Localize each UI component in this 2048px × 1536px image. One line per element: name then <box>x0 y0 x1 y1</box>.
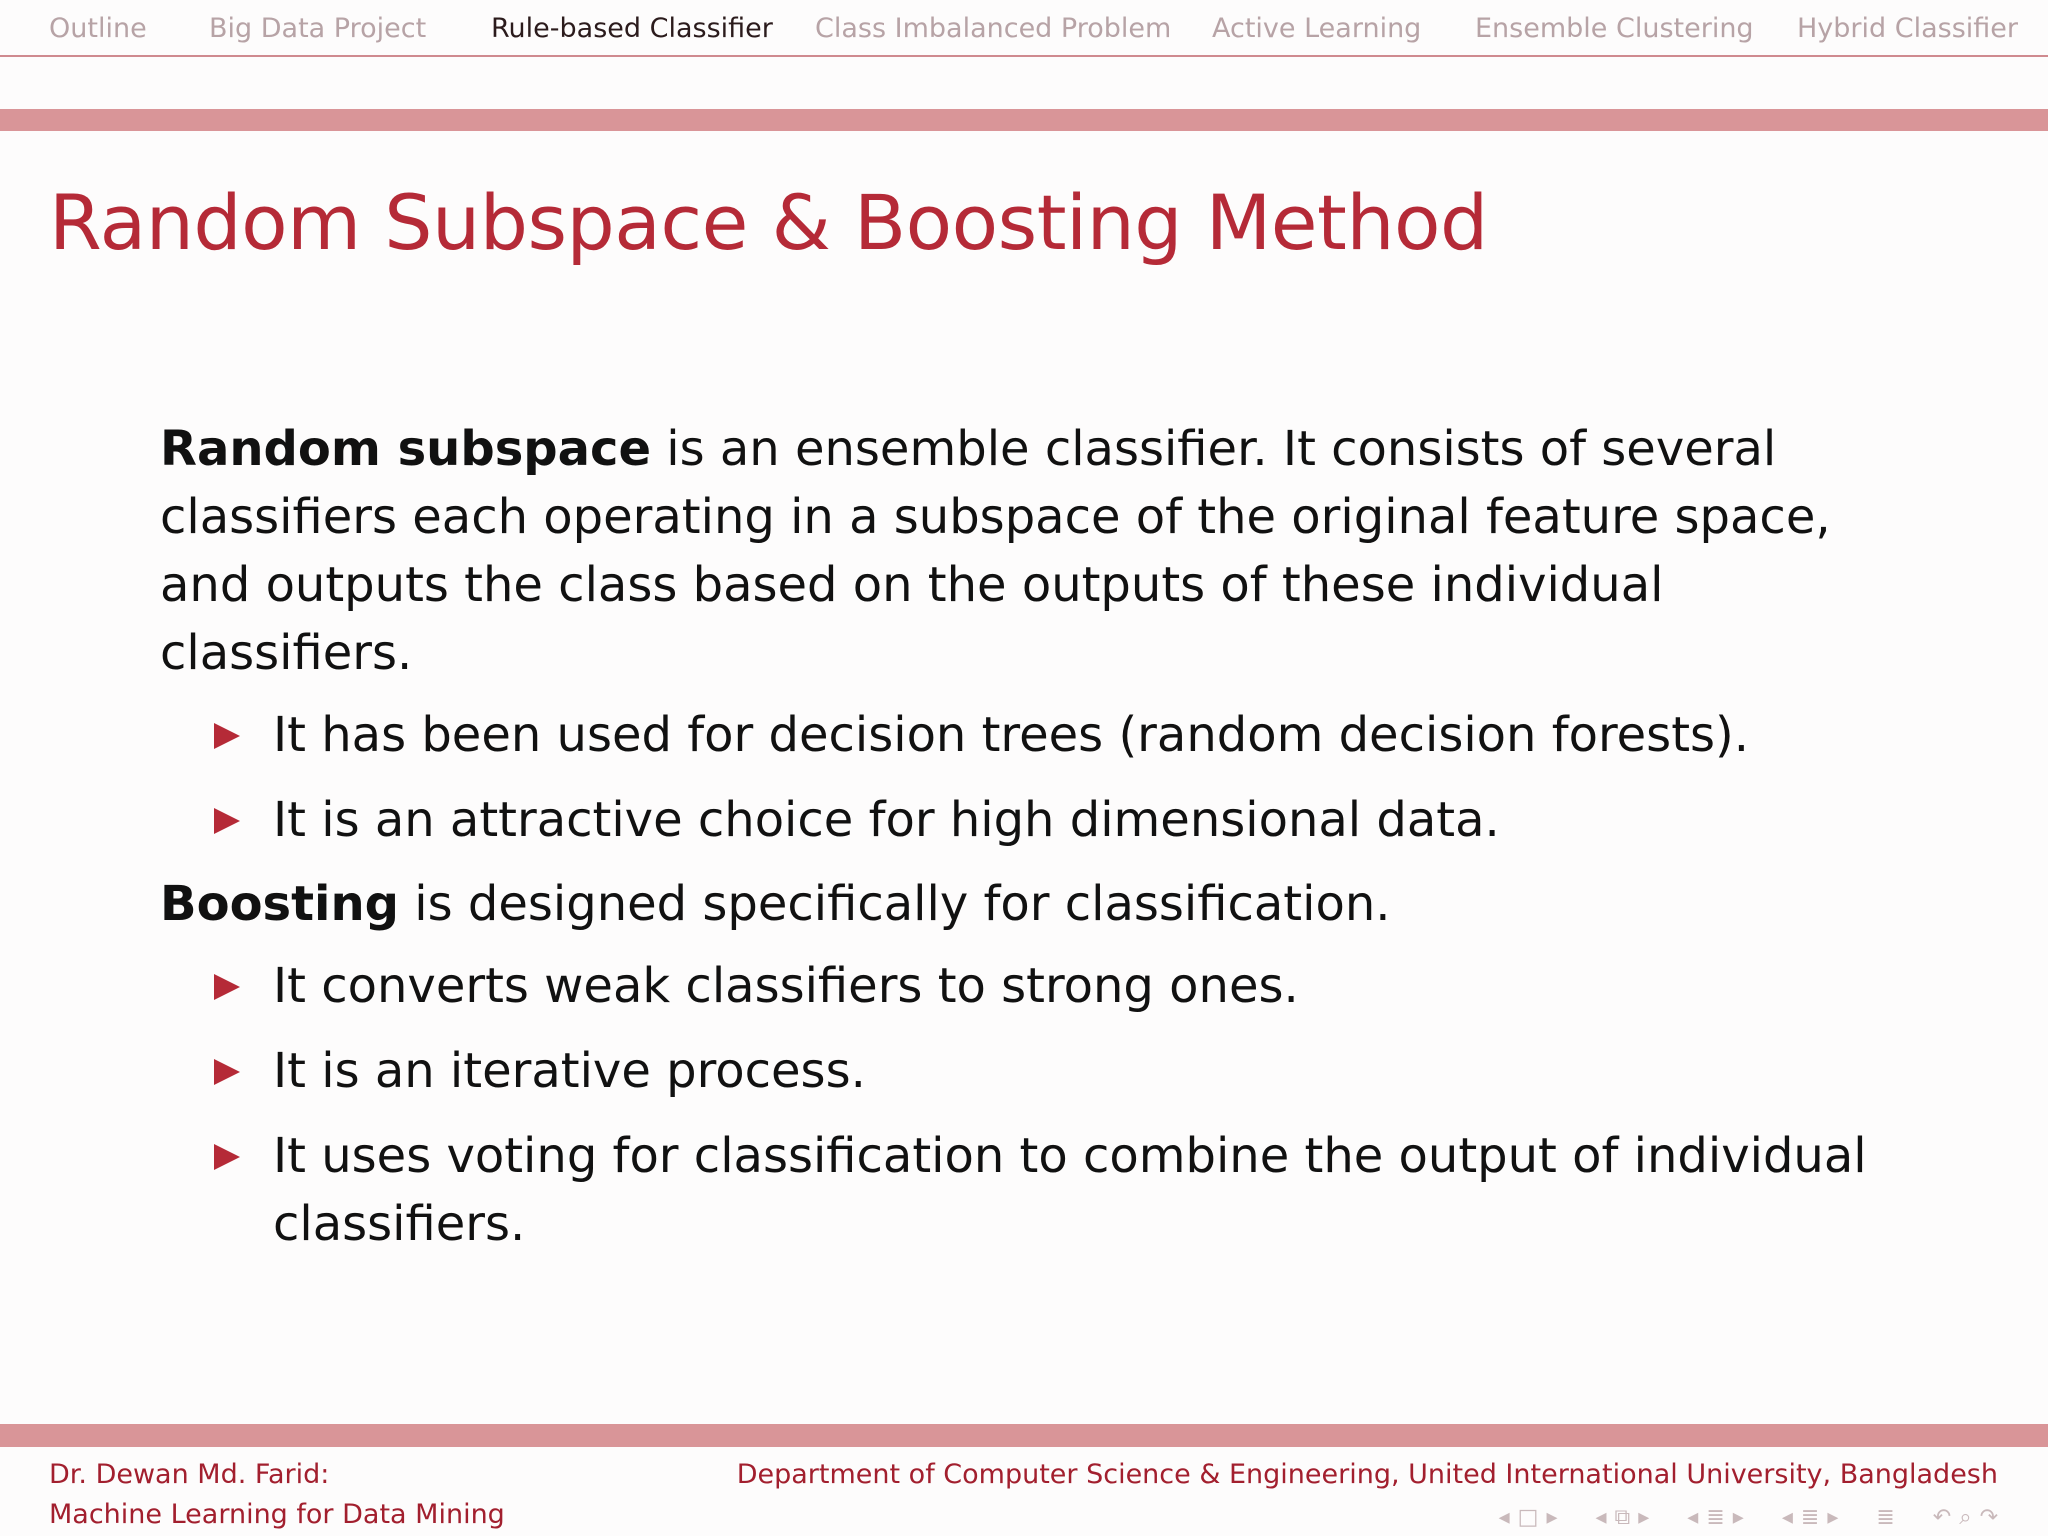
nav-section-ensemble-clustering[interactable]: Ensemble Clustering <box>1475 13 1754 44</box>
boosting-bullets <box>160 952 1900 1258</box>
slide-frame-icon[interactable]: □ <box>1517 1505 1539 1530</box>
random-subspace-paragraph <box>160 415 1900 687</box>
next-slide-icon[interactable]: ▸ <box>1546 1505 1558 1530</box>
document-icon[interactable]: ≣ <box>1876 1505 1895 1530</box>
prev-slide-icon[interactable]: ◂ <box>1498 1505 1510 1530</box>
forward-icon[interactable]: ↷ <box>1979 1505 1998 1530</box>
next-frame-icon[interactable]: ▸ <box>1638 1505 1650 1530</box>
bullet-text: It converts weak classifiers to strong ones. <box>273 958 1299 1014</box>
prev-subsection-icon[interactable]: ◂ <box>1687 1505 1699 1530</box>
frames-icon[interactable]: ⧉ <box>1614 1505 1631 1530</box>
nav-section-rule-based-classifier[interactable]: Rule-based Classifier <box>491 13 773 44</box>
beamer-navigation-controls <box>1499 1503 1998 1533</box>
search-icon[interactable]: ⌕ <box>1959 1505 1972 1530</box>
list-item <box>160 786 1900 854</box>
nav-section-outline[interactable]: Outline <box>49 13 147 44</box>
prev-frame-icon[interactable]: ◂ <box>1595 1505 1607 1530</box>
bullet-text: It has been used for decision trees (random decision forests). <box>273 707 1749 763</box>
list-item <box>160 1122 1900 1258</box>
subsection-icon[interactable]: ≣ <box>1706 1505 1725 1530</box>
next-section-icon[interactable]: ▸ <box>1827 1505 1839 1530</box>
bullet-triangle-icon <box>214 1059 240 1085</box>
list-item <box>160 701 1900 769</box>
next-subsection-icon[interactable]: ▸ <box>1732 1505 1744 1530</box>
back-icon[interactable]: ↶ <box>1932 1505 1952 1530</box>
random-subspace-term: Random subspace <box>160 421 652 477</box>
boosting-paragraph <box>160 870 1900 938</box>
bullet-text: It is an attractive choice for high dimensional data. <box>273 792 1500 848</box>
footer <box>0 1447 2048 1536</box>
footer-band <box>0 1424 2048 1447</box>
bullet-text: It uses voting for classification to combine the output of individual classifiers. <box>273 1128 1867 1252</box>
nav-section-hybrid-classifier[interactable]: Hybrid Classifier <box>1797 13 2018 44</box>
list-item <box>160 1037 1900 1105</box>
list-item <box>160 952 1900 1020</box>
bullet-triangle-icon <box>214 974 240 1000</box>
boosting-term: Boosting <box>160 876 400 932</box>
bullet-triangle-icon <box>214 723 240 749</box>
boosting-text: is designed specifically for classification. <box>399 876 1391 932</box>
slide-content <box>160 415 1900 1274</box>
section-icon[interactable]: ≣ <box>1800 1505 1820 1530</box>
section-navigation <box>0 0 2048 57</box>
nav-section-active-learning[interactable]: Active Learning <box>1212 13 1422 44</box>
slide-title: Random Subspace & Boosting Method <box>49 178 1488 267</box>
header-band <box>0 109 2048 131</box>
footer-author: Dr. Dewan Md. Farid: <box>49 1459 330 1490</box>
bullet-triangle-icon <box>214 1144 240 1170</box>
footer-course: Machine Learning for Data Mining <box>49 1499 505 1530</box>
nav-section-big-data-project[interactable]: Big Data Project <box>209 13 427 44</box>
prev-section-icon[interactable]: ◂ <box>1781 1505 1793 1530</box>
random-subspace-bullets <box>160 701 1900 854</box>
bullet-text: It is an iterative process. <box>273 1043 866 1099</box>
nav-section-class-imbalanced-problem[interactable]: Class Imbalanced Problem <box>815 13 1172 44</box>
footer-department: Department of Computer Science & Engineering, United International University, Bangladesh <box>736 1459 1998 1490</box>
random-subspace-text: is an ensemble classifier. It consists of several classifiers each operating in a subspace of the original feature space, and outputs the class based on the outputs of these individual classifiers. <box>160 421 1831 681</box>
bullet-triangle-icon <box>214 808 240 834</box>
